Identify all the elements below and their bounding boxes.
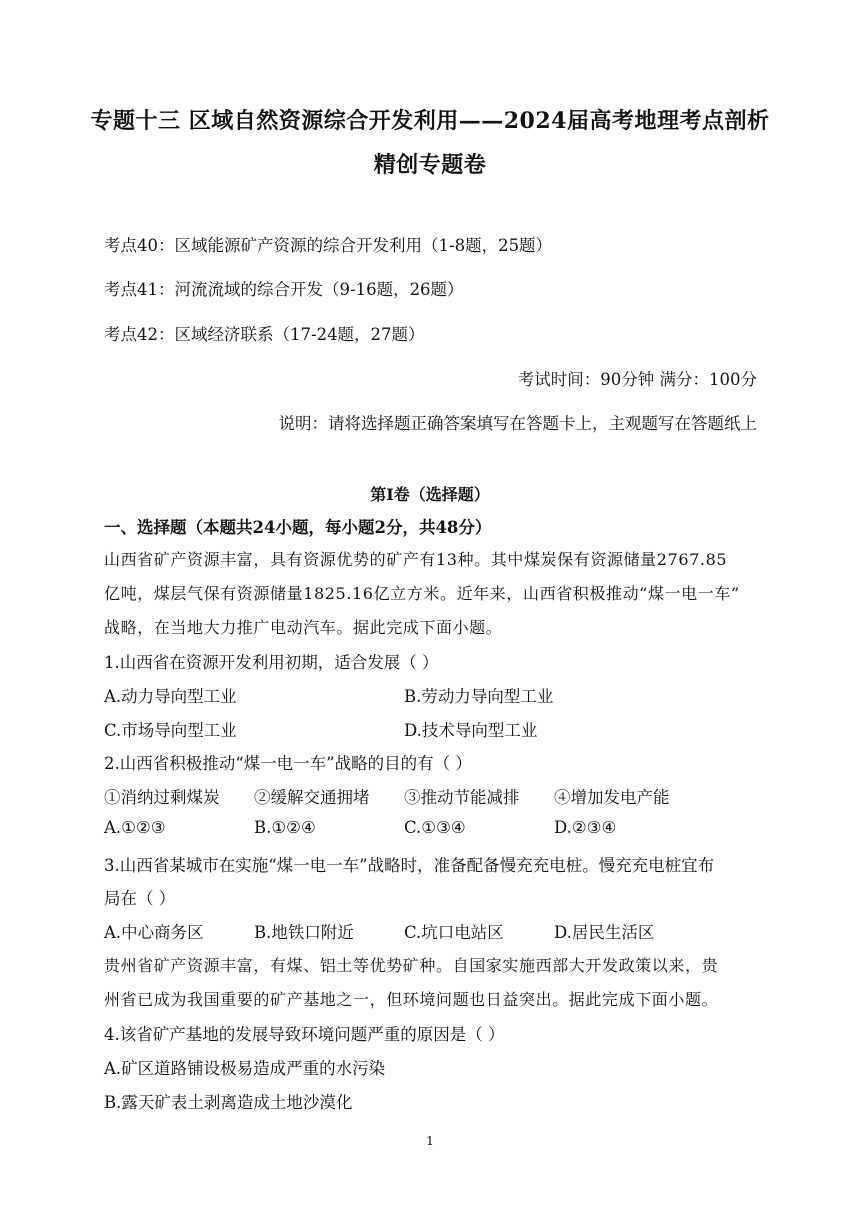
page-number: 1 <box>426 1134 434 1148</box>
question-2-option-a: A.①②③ <box>104 818 166 837</box>
passage2-line-1: 贵州省矿产资源丰富，有煤、铝土等优势矿种。自国家实施西部大开发政策以来，贵 <box>104 956 719 975</box>
question-1-stem: 1.山西省在资源开发利用初期，适合发展（ ） <box>104 653 439 672</box>
question-1-option-a: A.动力导向型工业 <box>104 687 237 706</box>
document-title-line-2: 精创专题卷 <box>373 152 487 178</box>
question-2-option-d: D.②③④ <box>554 818 617 837</box>
question-3-stem-line-2: 局在（ ） <box>104 889 176 908</box>
kaodian-42: 考点42：区域经济联系（17-24题，27题） <box>104 325 425 344</box>
question-4-option-b: B.露天矿表土剥离造成土地沙漠化 <box>104 1093 353 1112</box>
passage1-line-3: 战略，在当地大力推广电动汽车。据此完成下面小题。 <box>104 618 503 637</box>
question-3-stem-line-1: 3.山西省某城市在实施“煤一电一车”战略时，准备配备慢充充电桩。慢充充电桩宜布 <box>104 856 715 875</box>
passage1-line-1: 山西省矿产资源丰富，具有资源优势的矿产有13种。其中煤炭保有资源储量2767.85 <box>104 550 728 569</box>
question-2-item-3: ③推动节能减排 <box>404 788 520 807</box>
question-3-option-d: D.居民生活区 <box>554 923 655 942</box>
exam-instructions: 说明：请将选择题正确答案填写在答题卡上，主观题写在答题纸上 <box>278 414 757 433</box>
question-1-option-d: D.技术导向型工业 <box>404 721 538 740</box>
document-title-line-1: 专题十三 区域自然资源综合开发利用——2024届高考地理考点剖析 <box>90 108 770 134</box>
question-2-stem: 2.山西省积极推动“煤一电一车”战略的目的有（ ） <box>104 754 472 773</box>
question-3-option-a: A.中心商务区 <box>104 923 204 942</box>
question-2-option-b: B.①②④ <box>254 818 316 837</box>
passage2-line-2: 州省已成为我国重要的矿产基地之一，但环境问题也日益突出。据此完成下面小题。 <box>104 990 719 1009</box>
question-2-item-4: ④增加发电产能 <box>554 788 670 807</box>
question-3-option-b: B.地铁口附近 <box>254 923 354 942</box>
kaodian-40: 考点40：区域能源矿产资源的综合开发利用（1-8题，25题） <box>104 236 553 255</box>
passage1-line-2: 亿吨，煤层气保有资源储量1825.16亿立方米。近年来，山西省积极推动“煤一电一车” <box>104 584 740 603</box>
question-2-item-2: ②缓解交通拥堵 <box>254 788 370 807</box>
question-2-option-c: C.①③④ <box>404 818 466 837</box>
question-2-item-1: ①消纳过剩煤炭 <box>104 788 220 807</box>
section-title: 一、选择题（本题共24小题，每小题2分，共48分） <box>104 518 492 537</box>
question-4-option-a: A.矿区道路铺设极易造成严重的水污染 <box>104 1059 386 1078</box>
exam-time: 考试时间：90分钟 满分：100分 <box>517 370 757 389</box>
question-4-stem: 4.该省矿产基地的发展导致环境问题严重的原因是（ ） <box>104 1025 505 1044</box>
part-title: 第Ⅰ卷（选择题） <box>370 485 490 504</box>
question-1-option-b: B.劳动力导向型工业 <box>404 687 554 706</box>
kaodian-41: 考点41：河流流域的综合开发（9-16题，26题） <box>104 280 464 299</box>
question-1-option-c: C.市场导向型工业 <box>104 721 237 740</box>
question-3-option-c: C.坑口电站区 <box>404 923 504 942</box>
